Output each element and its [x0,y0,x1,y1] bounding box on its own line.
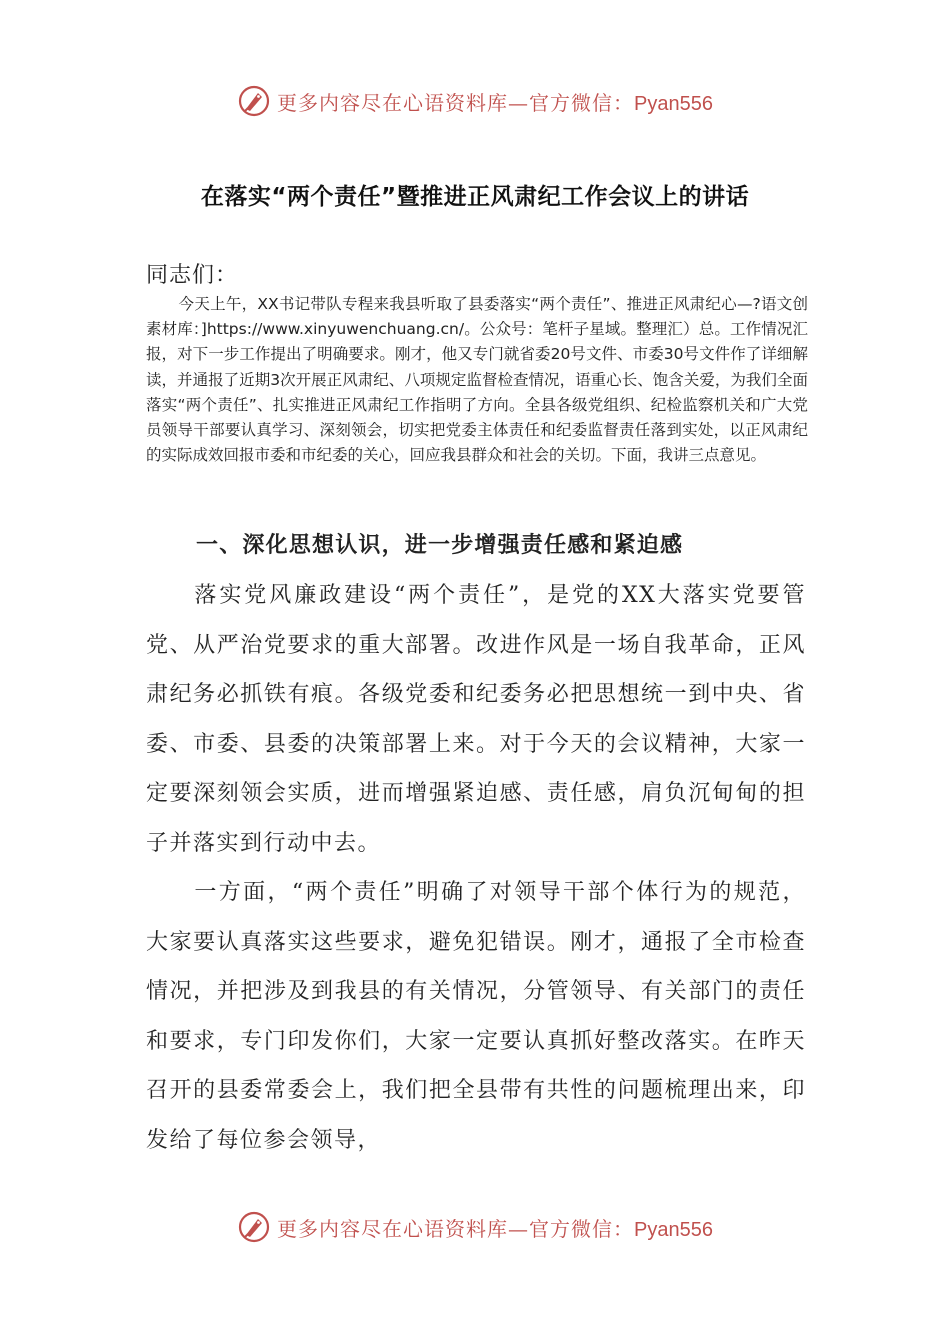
watermark-text: 更多内容尽在心语资料库—官方微信：Pyan556 [277,90,713,115]
footer-watermark-banner [0,1210,950,1244]
wechat-handle: Pyan556 [634,1218,713,1241]
header-watermark-banner [0,84,950,118]
section-heading: 一、深化思想认识，进一步增强责任感和紧迫感 [196,532,684,558]
intro-paragraph: 今天上午，XX书记带队专程来我县听取了县委落实“两个责任”、推进正风肃纪心—?语文创素材库：]https://www.xinyuwenchuang.cn/。公众号：笔杆子星域。整理汇）总。工作情况汇报，对下一步工作提出了明确要求。刚才，他又专门就省委20号文件、市委30号文件作了详细解读，并通报了近期3次开展正风肃纪、八项规定监督检查情况，语重心长、饱含关爱，为我们全面落实“两个责任”、扎实推进正风肃纪工作指明了方向。全县各级党组织、纪检监察机关和广大党员领导干部要认真学习、深刻领会，切实把党委主体责任和纪委监督责任落到实处，以正风肃纪的实际成效回报市委和市纪委的关心，回应我县群众和社会的关切。下面，我讲三点意见。 [146,295,808,465]
wechat-handle: Pyan556 [634,92,713,115]
watermark-text: 更多内容尽在心语资料库—官方微信：Pyan556 [277,1216,713,1241]
pen-nib-circle-icon [237,1210,271,1244]
body-paragraph: 一方面，“两个责任”明确了对领导干部个体行为的规范，大家要认真落实这些要求，避免犯错误。刚才，通报了全市检查情况，并把涉及到我县的有关情况，分管领导、有关部门的责任和要求，专门印发你们，大家一定要认真抓好整改落实。在昨天召开的县委常委会上，我们把全县带有共性的问题梳理出来，印发给了每位参会领导， [146,880,806,1153]
body-paragraph: 落实党风廉政建设“两个责任”，是党的XX大落实党要管党、从严治党要求的重大部署。改进作风是一场自我革命，正风肃纪务必抓铁有痕。各级党委和纪委务必把思想统一到中央、省委、市委、县委的决策部署上来。对于今天的会议精神，大家一定要深刻领会实质，进而增强紧迫感、责任感，肩负沉甸甸的担子并落实到行动中去。 [146,583,806,856]
pen-nib-circle-icon [237,84,271,118]
salutation: 同志们： [146,263,239,288]
document-title: 在落实“两个责任”暨推进正风肃纪工作会议上的讲话 [200,184,750,210]
